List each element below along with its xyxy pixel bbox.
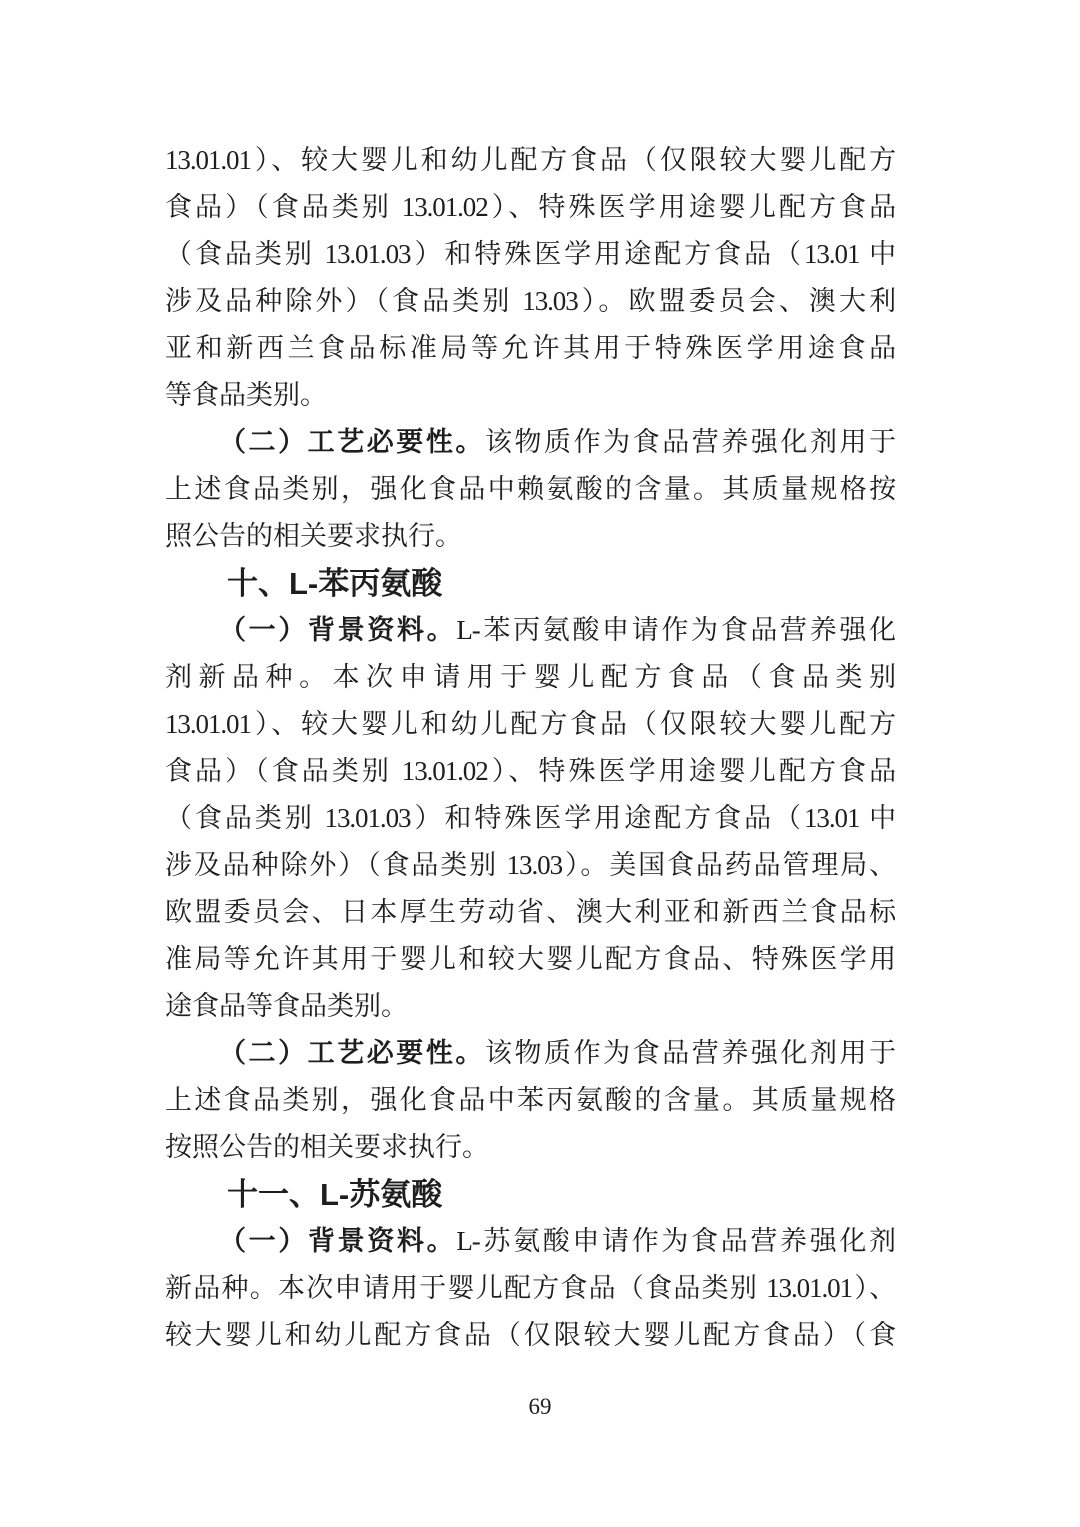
paragraph-start-line xyxy=(165,1218,895,1265)
line-text: 涉及品种除外）（食品类别 13.03）。欧盟委员会、澳大利 xyxy=(165,286,895,316)
page-number: 69 xyxy=(528,1394,552,1419)
heading-text: 十一、L-苏氨酸 xyxy=(227,1177,443,1212)
line-text: 涉及品种除外）（食品类别 13.03）。美国食品药品管理局、 xyxy=(165,850,895,880)
line-text: 准局等允许其用于婴儿和较大婴儿配方食品、特殊医学用 xyxy=(165,944,895,974)
bold-lead-text: （二）工艺必要性。 xyxy=(219,427,485,457)
text-line xyxy=(165,278,895,325)
line-text: 该物质作为食品营养强化剂用于 xyxy=(484,427,895,457)
line-text: 欧盟委员会、日本厚生劳动省、澳大利亚和新西兰食品标 xyxy=(165,897,895,927)
text-line xyxy=(165,936,895,983)
line-text: L-苯丙氨酸申请作为食品营养强化 xyxy=(456,615,895,645)
line-text: 亚和新西兰食品标准局等允许其用于特殊医学用途食品 xyxy=(165,333,895,363)
line-text: 13.01.01）、较大婴儿和幼儿配方食品（仅限较大婴儿配方 xyxy=(165,145,895,175)
text-line xyxy=(165,184,895,231)
line-text: 该物质作为食品营养强化剂用于 xyxy=(484,1038,895,1068)
text-line xyxy=(165,137,895,184)
line-text: 13.01.01）、较大婴儿和幼儿配方食品（仅限较大婴儿配方 xyxy=(165,709,895,739)
line-text: 剂新品种。本次申请用于婴儿配方食品（食品类别 xyxy=(165,662,895,692)
line-text: （食品类别 13.01.03）和特殊医学用途配方食品（13.01 中 xyxy=(165,239,895,269)
text-line xyxy=(165,701,895,748)
text-line xyxy=(165,889,895,936)
text-line xyxy=(165,748,895,795)
text-line xyxy=(165,1077,895,1124)
line-text: L-苏氨酸申请作为食品营养强化剂 xyxy=(456,1226,895,1256)
text-line xyxy=(165,231,895,278)
section-heading-phenylalanine xyxy=(227,560,895,607)
text-line xyxy=(165,842,895,889)
text-block xyxy=(165,137,895,1359)
line-text: 上述食品类别，强化食品中赖氨酸的含量。其质量规格按 xyxy=(165,474,895,504)
line-text: 食品）（食品类别 13.01.02）、特殊医学用途婴儿配方食品 xyxy=(165,756,895,786)
text-line xyxy=(165,795,895,842)
text-line xyxy=(165,1312,895,1359)
paragraph-start-line xyxy=(165,607,895,654)
line-text: 等食品类别。 xyxy=(165,380,327,410)
text-line xyxy=(165,466,895,513)
bold-lead-text: （二）工艺必要性。 xyxy=(219,1038,485,1068)
heading-text: 十、L-苯丙氨酸 xyxy=(227,566,443,601)
paragraph-end-line xyxy=(165,1124,895,1171)
paragraph-end-line xyxy=(165,513,895,560)
paragraph-end-line xyxy=(165,983,895,1030)
text-line xyxy=(165,654,895,701)
text-line xyxy=(165,325,895,372)
bold-lead-text: （一）背景资料。 xyxy=(219,1226,457,1256)
line-text: 较大婴儿和幼儿配方食品（仅限较大婴儿配方食品）（食 xyxy=(165,1320,895,1350)
line-text: 食品）（食品类别 13.01.02）、特殊医学用途婴儿配方食品 xyxy=(165,192,895,222)
line-text: （食品类别 13.01.03）和特殊医学用途配方食品（13.01 中 xyxy=(165,803,895,833)
section-heading-threonine xyxy=(227,1171,895,1218)
line-text: 途食品等食品类别。 xyxy=(165,991,408,1021)
line-text: 上述食品类别，强化食品中苯丙氨酸的含量。其质量规格 xyxy=(165,1085,895,1115)
bold-lead-text: （一）背景资料。 xyxy=(219,615,457,645)
line-text: 照公告的相关要求执行。 xyxy=(165,521,462,551)
paragraph-end-line xyxy=(165,372,895,419)
paragraph-start-line xyxy=(165,419,895,466)
paragraph-start-line xyxy=(165,1030,895,1077)
line-text: 按照公告的相关要求执行。 xyxy=(165,1132,489,1162)
text-line xyxy=(165,1265,895,1312)
line-text: 新品种。本次申请用于婴儿配方食品（食品类别 13.01.01）、 xyxy=(165,1273,895,1303)
